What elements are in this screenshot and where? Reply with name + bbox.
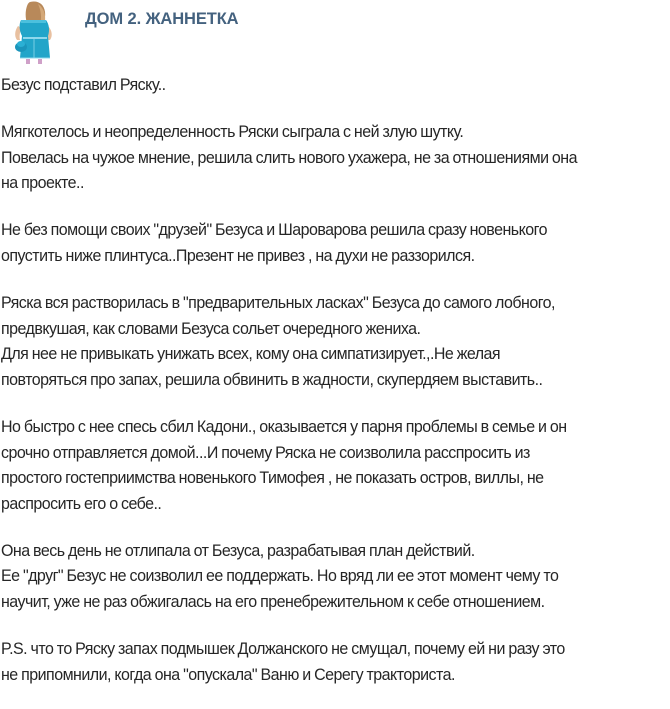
paragraph — [1, 414, 646, 516]
post-header — [0, 0, 670, 68]
text-line: простого гостеприимства новенького Тимофея , не показать остров, виллы, не — [1, 468, 544, 488]
article-body — [1, 72, 646, 709]
text-line: повторяться про запах, решила обвинить в жадности, скупердяем выставить.. — [1, 369, 543, 389]
text-line: Повелась на чужое мнение, решила слить нового ухажера, не за отношениями она — [1, 147, 577, 167]
paragraph — [1, 636, 646, 687]
text-line: Не без помощи своих "друзей" Безуса и Шароварова решила сразу новенького — [1, 220, 547, 240]
text-line: распросить его о себе.. — [1, 493, 162, 513]
paragraph — [1, 290, 646, 392]
text-line: предвкушая, как словами Безуса сольет очередного жениха. — [1, 318, 421, 338]
avatar-icon[interactable] — [8, 0, 60, 66]
text-line: Для нее не привыкать унижать всех, кому она симпатизирует.,.Не желая — [1, 344, 501, 364]
text-line: Безус подставил Ряску.. — [1, 75, 166, 94]
text-line: Ряска вся растворилась в "предварительных ласках" Безуса до самого лобного, — [1, 293, 555, 313]
text-line: Но быстро с нее спесь сбил Кадони., оказывается у парня проблемы в семье и он — [1, 416, 567, 436]
text-line: срочно отправляется домой...И почему Ряска не соизволила расспросить из — [1, 442, 530, 462]
text-line: на проекте.. — [1, 173, 84, 193]
text-line: Ее "друг" Безус не соизволил ее поддержать. Но вряд ли ее этот момент чему то — [1, 566, 559, 586]
paragraph — [1, 217, 646, 268]
paragraph — [1, 119, 646, 196]
text-line: научит, уже не раз обжигалась на его пренебрежительном к себе отношением. — [1, 592, 545, 611]
text-line: Она весь день не отлипала от Безуса, разрабатывая план действий. — [1, 540, 475, 560]
text-line: P.S. что то Ряску запах подмышек Должанского не смущал, почему ей ни разу это — [1, 639, 565, 659]
page-title[interactable]: ДОМ 2. ЖАННЕТКА — [85, 10, 239, 28]
paragraph — [1, 72, 646, 98]
paragraph — [1, 538, 646, 615]
text-line: не припомнили, когда она "опускала" Ваню и Серегу тракториста. — [1, 664, 455, 684]
text-line: опустить ниже плинтуса..Презент не привез , на духи не раззорился. — [1, 245, 475, 265]
text-line: Мягкотелось и неопределенность Ряски сыграла с ней злую шутку. — [1, 122, 464, 142]
